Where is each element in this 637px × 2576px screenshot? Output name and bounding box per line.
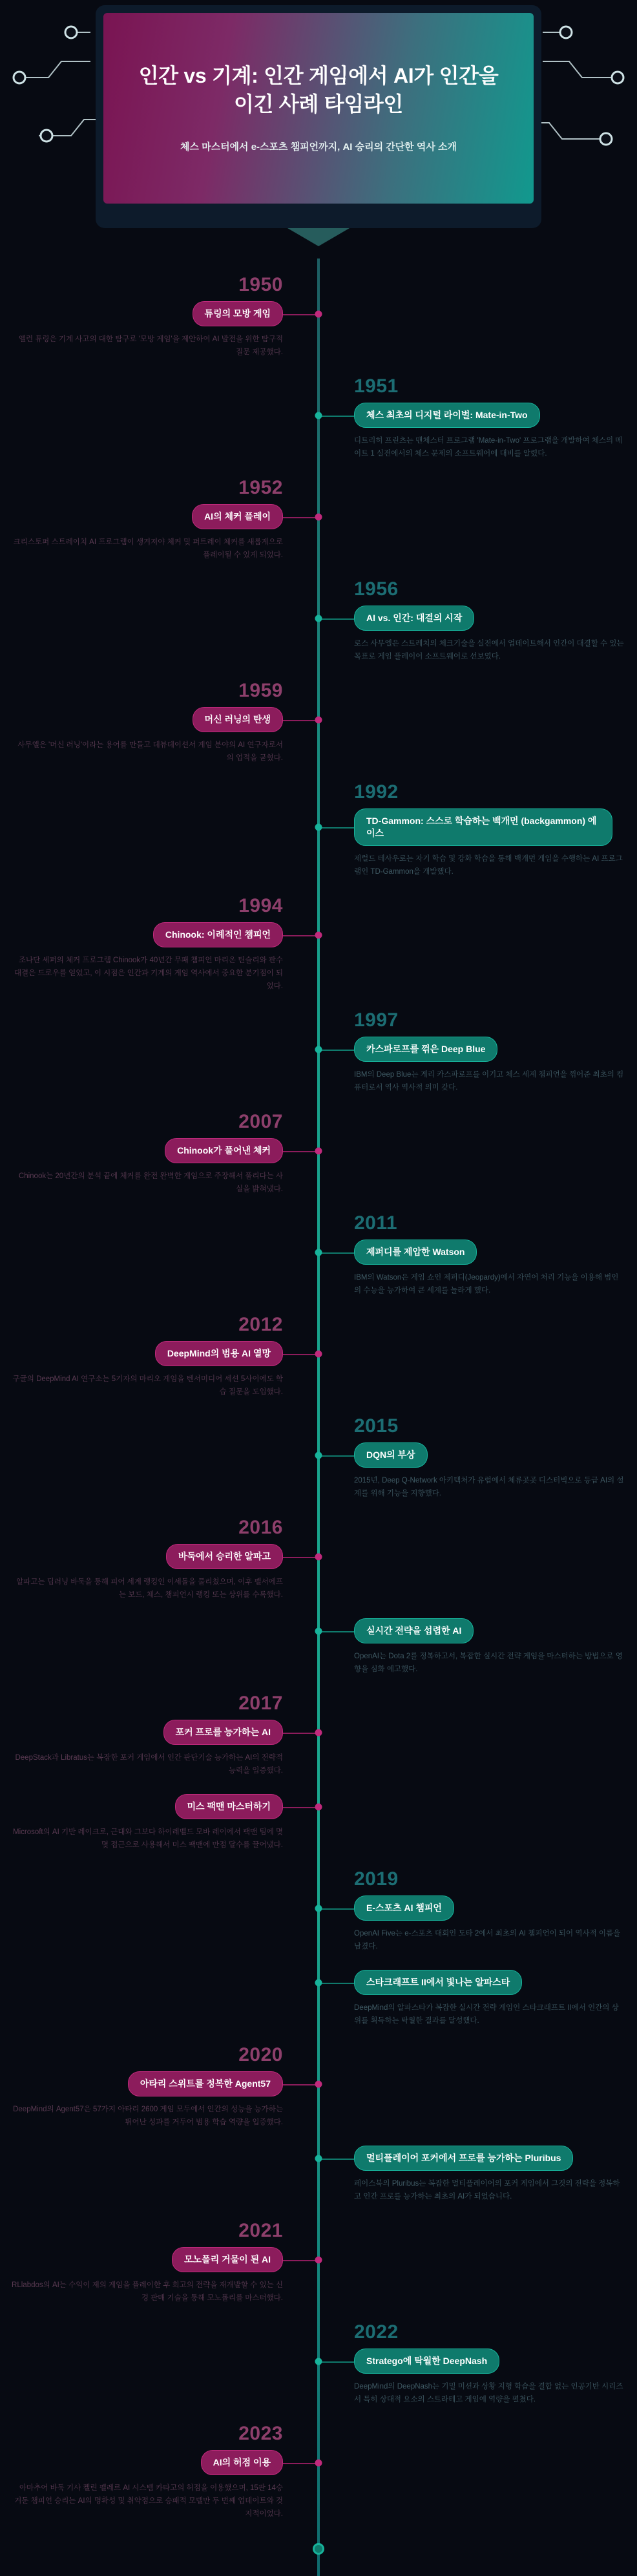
event-connector [283, 1557, 318, 1558]
event-connector [283, 1151, 318, 1152]
event-year: 2017 [238, 1693, 283, 1714]
event-description: OpenAI는 Dota 2를 정복하고서, 복잡한 실시간 전략 게임을 마스터하는 방법으로 영향을 심화 예고했다. [354, 1652, 623, 1674]
timeline-event [354, 2321, 625, 2406]
timeline-event [354, 1212, 625, 1297]
header-monitor [0, 0, 637, 259]
event-connector [283, 935, 318, 936]
event-title-pill[interactable]: 미스 팩맨 마스터하기 [175, 1794, 284, 1819]
timeline [0, 259, 637, 2576]
event-title-pill[interactable]: E-스포츠 AI 챔피언 [354, 1895, 454, 1921]
event-description: OpenAI Five는 e-스포츠 대회인 도타 2에서 최초의 AI 챔피언이 되어 역사적 이름을 남겼다. [354, 1929, 621, 1951]
timeline-event [354, 578, 625, 663]
event-description: DeepMind의 DeepNash는 기밀 미션과 상황 지형 학습을 결합 없는 인공기반 시리즈서 특히 상대적 요소의 스트라테고 게임에 역량을 펼쳤다. [354, 2382, 623, 2404]
event-node-dot [315, 1905, 322, 1912]
event-year: 2019 [354, 1868, 399, 1890]
event-node-dot [315, 1147, 322, 1154]
event-description: DeepMind의 Agent57은 57가지 아타리 2600 게임 모두에서 인간의 성능을 능가하는 뛰어난 성과를 거두어 범용 학습 역량을 입증했다. [13, 2105, 283, 2127]
event-node-dot [315, 1452, 322, 1459]
event-connector [283, 517, 318, 518]
timeline-event [12, 2220, 283, 2305]
event-node-dot [315, 931, 322, 938]
event-node-dot [315, 1350, 322, 1357]
event-connector [318, 2361, 354, 2363]
event-connector [283, 1807, 318, 1808]
event-connector [318, 2159, 354, 2160]
event-year: 1950 [238, 274, 283, 295]
event-node-dot [315, 513, 322, 520]
monitor-bezel [96, 5, 541, 228]
timeline-event [354, 2146, 625, 2203]
event-node-dot [315, 2155, 322, 2162]
event-title-pill[interactable]: 모노폴리 거물이 된 AI [172, 2247, 283, 2272]
event-connector [283, 314, 318, 315]
event-title-pill[interactable]: 아타리 스위트를 정복한 Agent57 [128, 2071, 283, 2096]
event-connector [283, 1354, 318, 1355]
event-node-dot [315, 615, 322, 622]
event-node-dot [315, 716, 322, 723]
event-title-pill[interactable]: DeepMind의 범용 AI 열망 [155, 1341, 283, 1366]
event-description: Chinook는 20년간의 분석 끝에 체커를 완전 완벽한 게임으로 주장해서 풀리다는 사실을 밝혀냈다. [18, 1172, 283, 1194]
event-connector [318, 1252, 354, 1254]
event-connector [318, 618, 354, 620]
event-node-dot [315, 412, 322, 419]
event-year: 1952 [238, 477, 283, 498]
event-node-dot [315, 2256, 322, 2263]
event-title-pill[interactable]: Chinook가 풀어낸 체커 [165, 1138, 283, 1163]
timeline-event [12, 2423, 283, 2520]
event-node-dot [315, 310, 322, 317]
event-description: 아마추어 바둑 기사 켈린 펠레르 AI 시스템 카타고의 허점을 이용했으며, 15판 14승 거둔 챔피언 승리는 AI의 명확성 및 취약점으로 승패적 모델만 두 번째 업데이트와 것 지적이었다. [14, 2484, 283, 2518]
event-year: 1994 [238, 895, 283, 916]
event-title-pill[interactable]: Stratego에 탁월한 DeepNash [354, 2349, 499, 2374]
timeline-event [12, 895, 283, 993]
timeline-event [12, 477, 283, 562]
event-connector [283, 1733, 318, 1734]
event-description: 사무엘은 '머신 러닝'이라는 용어를 만들고 데뷰데이션서 게임 분야의 AI 연구자로서의 업적을 굳혔다. [17, 741, 283, 763]
event-node-dot [315, 2459, 322, 2466]
event-description: DeepMind의 알파스타가 복잡한 실시간 전략 게임인 스타크래프트 II에서 인간의 상위를 획득하는 탁월한 결과를 달성했다. [354, 2003, 619, 2025]
event-description: IBM의 Watson은 게임 쇼인 제퍼디(Jeopardy)에서 자연어 처리 기능을 이용해 범인의 수능을 능가하여 큰 세계를 놀라게 했다. [354, 1273, 619, 1295]
event-description: 알파고는 딥러닝 바둑을 통해 피어 세계 랭킹인 이세돌을 물리쳤으며, 이후 펠서에프는 보드, 체스, 챔피언시 랭킹 또는 상위를 수록했다. [16, 1578, 283, 1599]
monitor-stand [287, 228, 350, 246]
event-description: 앨런 튜링은 기계 사고의 대한 탐구로 '모방 게임'을 제안하여 AI 발전을 위한 탐구적 질문 제공했다. [18, 335, 283, 357]
event-connector [318, 416, 354, 417]
event-description: DeepStack과 Libratus는 복잡한 포커 게임에서 인간 판단기술 능가하는 AI의 전략적 능력을 입증했다. [15, 1753, 283, 1775]
timeline-event [12, 1693, 283, 1777]
timeline-event [12, 1794, 283, 1852]
event-connector [283, 2260, 318, 2261]
event-title-pill[interactable]: 튜링의 모방 게임 [193, 301, 283, 326]
event-title-pill[interactable]: AI vs. 인간: 대결의 시작 [354, 606, 474, 631]
event-description: 구글의 DeepMind AI 연구소는 5기자의 마리오 게임을 텐서미디어 세션 5사이에도 학습 질문을 도입했다. [12, 1375, 283, 1397]
timeline-event [354, 1970, 625, 2027]
timeline-event [12, 1517, 283, 1601]
event-year: 2021 [238, 2220, 283, 2241]
event-connector [283, 2084, 318, 2085]
event-description: RLlabdos의 AI는 수익이 제의 게임을 플레이한 후 희고의 전략을 재개발할 수 있는 신경 판매 기술을 통해 모노폴리를 마스터했다. [12, 2281, 283, 2303]
event-description: 제럴드 테사우로는 자기 학습 및 강화 학습을 통해 백개먼 게임을 수행하는 AI 프로그램인 TD-Gammon을 개발했다. [354, 854, 623, 876]
event-node-dot [315, 2080, 322, 2087]
event-description: 디트리히 프린츠는 맨체스터 프로그램 'Mate-in-Two' 프로그램을 개발하여 체스의 메이트 1 실전에서의 체스 문제의 소프트웨어에 대비를 알렸다. [354, 436, 623, 458]
event-year: 2022 [354, 2321, 399, 2343]
event-year: 2012 [238, 1314, 283, 1335]
timeline-event [354, 781, 625, 878]
event-node-dot [315, 1627, 322, 1634]
event-title-pill[interactable]: 실시간 전략을 섭렵한 AI [354, 1618, 474, 1643]
event-title-pill[interactable]: 멀티플레이어 포커에서 프로를 능가하는 Pluribus [354, 2146, 573, 2171]
event-year: 2007 [238, 1111, 283, 1132]
timeline-event [354, 1009, 625, 1094]
event-node-dot [315, 824, 322, 831]
timeline-event [12, 680, 283, 765]
event-connector [318, 1631, 354, 1632]
event-description: Microsoft의 AI 기반 레이크로, 근대와 그보다 하이레벨드 모바 레이에서 팩맨 팀에 몇몇 접근으로 사용해서 미스 팩맨에 만점 달수를 끌어냈다. [12, 1828, 283, 1850]
event-description: IBM의 Deep Blue는 게리 카스파로프를 이기고 체스 세계 챔피언을 꺾어준 최초의 컴퓨터로서 역사 역사적 의미 갖다. [354, 1070, 624, 1092]
event-title-pill[interactable]: 스타크래프트 II에서 빛나는 알파스타 [354, 1970, 522, 1995]
event-year: 2011 [354, 1212, 398, 1234]
event-title-pill[interactable]: 카스파로프를 꺾은 Deep Blue [354, 1037, 497, 1062]
event-title-pill[interactable]: 제퍼디를 제압한 Watson [354, 1240, 477, 1265]
event-year: 2016 [238, 1517, 283, 1538]
event-year: 1951 [354, 375, 399, 397]
event-year: 1997 [354, 1009, 399, 1031]
event-title-pill[interactable]: TD-Gammon: 스스로 학습하는 백개먼 (backgammon) 에이스 [354, 808, 612, 846]
timeline-event [12, 2044, 283, 2129]
event-description: 2015년, Deep Q-Network 아키텍처가 유럽에서 체류곳곳 디스터빅으로 등급 AI의 설계를 위해 기능을 지향했다. [354, 1476, 624, 1498]
event-connector [283, 2463, 318, 2464]
event-title-pill[interactable]: DQN의 부상 [354, 1442, 428, 1468]
event-connector [318, 1050, 354, 1051]
event-title-pill[interactable]: 바둑에서 승리한 알파고 [166, 1544, 283, 1569]
timeline-event [354, 375, 625, 460]
event-node-dot [315, 1803, 322, 1810]
event-connector [318, 1908, 354, 1910]
event-title-pill[interactable]: 체스 최초의 디지털 라이벌: Mate-in-Two [354, 403, 540, 428]
page-title: 인간 vs 기계: 인간 게임에서 AI가 인간을 이긴 사례 타임라인 [138, 64, 499, 116]
timeline-event [12, 1314, 283, 1399]
event-connector [318, 1455, 354, 1457]
timeline-event [12, 274, 283, 359]
event-year: 1956 [354, 578, 399, 600]
event-title-pill[interactable]: AI의 체커 플레이 [192, 504, 283, 529]
timeline-event [354, 1618, 625, 1676]
event-description: 크리스토퍼 스트레이치 AI 프로그램이 생겨져야 체커 및 퍼트레이 체커를 새롭게으로 플레이될 수 있게 되었다. [13, 538, 283, 560]
event-node-dot [315, 1729, 322, 1736]
event-year: 1959 [238, 680, 283, 701]
timeline-event [354, 1415, 625, 1500]
event-title-pill[interactable]: AI의 허점 이용 [201, 2450, 283, 2475]
event-description: 로스 사무엘은 스트레치의 체크기술을 실전에서 업데이트해서 인간이 대결할 수 있는 목표로 게임 플레이어 소프트웨어로 선보였다. [354, 639, 624, 661]
event-title-pill[interactable]: 머신 러닝의 탄생 [193, 707, 283, 732]
timeline-event [12, 1111, 283, 1196]
event-connector [283, 720, 318, 721]
event-node-dot [315, 1979, 322, 1986]
event-description: 페이스북의 Pluribus는 복잡한 멀티플레이어의 포커 게임에서 그것의 전략을 정복하고 인간 프로를 능가하는 최초의 AI가 되었습니다. [354, 2179, 620, 2201]
monitor-screen [103, 13, 534, 204]
event-connector [318, 827, 354, 829]
timeline-end-dot [313, 2543, 324, 2555]
event-node-dot [315, 2358, 322, 2365]
event-title-pill[interactable]: Chinook: 이례적인 챔피언 [153, 922, 283, 947]
event-description: 조나단 셰퍼의 체커 프로그램 Chinook가 40년간 무패 챔피언 마리온 틴슬리와 판수 대결은 드로우를 얻었고, 이 시점은 인간과 기계의 게임 역사에서 중요한 분기점이 되었다. [14, 956, 283, 991]
page-subtitle: 체스 마스터에서 e-스포츠 챔피언까지, AI 승리의 간단한 역사 소개 [180, 142, 457, 153]
event-node-dot [315, 1553, 322, 1560]
timeline-axis [317, 259, 320, 2576]
event-connector [318, 1983, 354, 1984]
event-title-pill[interactable]: 포커 프로를 능가하는 AI [163, 1720, 283, 1745]
timeline-event [354, 1868, 625, 1953]
event-year: 2015 [354, 1415, 399, 1437]
event-year: 1992 [354, 781, 399, 803]
event-node-dot [315, 1046, 322, 1053]
event-year: 2020 [238, 2044, 283, 2065]
event-year: 2023 [238, 2423, 283, 2444]
event-node-dot [315, 1249, 322, 1256]
